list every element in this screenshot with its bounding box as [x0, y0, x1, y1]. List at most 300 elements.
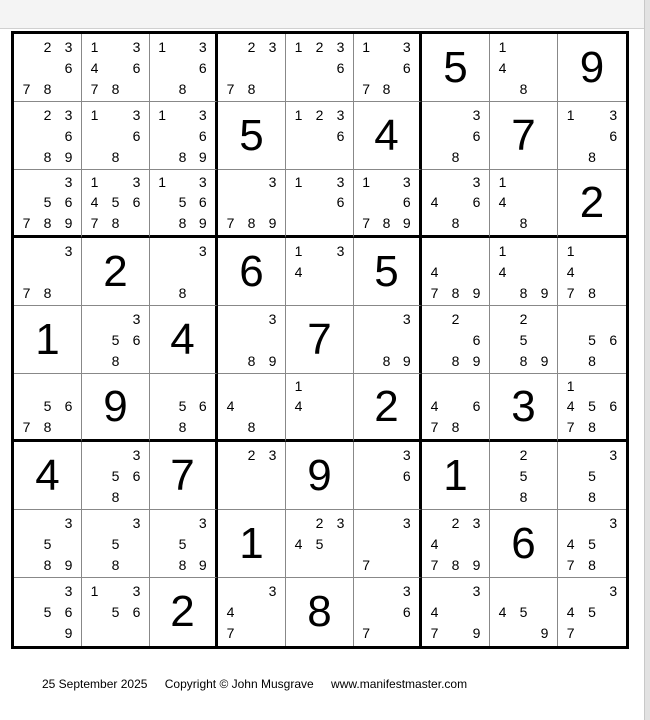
candidate-digit: 4	[430, 398, 439, 415]
candidate-digit: 6	[64, 398, 73, 415]
sudoku-cell[interactable]	[422, 374, 490, 442]
candidate-digit: 6	[64, 603, 73, 620]
candidate-digit: 1	[294, 378, 303, 395]
sudoku-cell[interactable]	[150, 374, 218, 442]
given-digit: 1	[443, 450, 468, 500]
candidate-digit: 9	[540, 625, 549, 642]
candidate-digit: 8	[111, 488, 120, 505]
sudoku-cell[interactable]	[218, 102, 286, 170]
candidate-digit: 6	[64, 194, 73, 211]
candidate-digit: 4	[566, 398, 575, 415]
footer-date: 25 September 2025	[42, 677, 148, 691]
sudoku-cell[interactable]	[82, 306, 150, 374]
candidate-notes	[84, 36, 147, 99]
given-digit: 3	[511, 381, 536, 431]
sudoku-cell[interactable]	[82, 170, 150, 238]
candidate-digit: 9	[472, 284, 481, 301]
candidate-digit: 8	[111, 214, 120, 231]
sudoku-cell[interactable]	[558, 238, 626, 306]
window-right-edge	[644, 0, 650, 720]
sudoku-cell[interactable]	[14, 238, 82, 306]
candidate-digit: 1	[294, 106, 303, 123]
candidate-digit: 8	[382, 80, 391, 97]
candidate-digit: 5	[588, 467, 596, 484]
candidate-notes	[560, 104, 624, 167]
candidate-digit: 3	[268, 174, 277, 191]
sudoku-cell[interactable]	[286, 578, 354, 646]
sudoku-cell[interactable]	[82, 442, 150, 510]
candidate-digit: 9	[198, 556, 207, 573]
candidate-digit: 3	[268, 582, 277, 599]
candidate-digit: 5	[519, 331, 528, 348]
candidate-digit: 1	[294, 38, 303, 55]
candidate-digit: 9	[64, 148, 73, 165]
candidate-notes	[492, 444, 555, 507]
sudoku-cell[interactable]	[14, 170, 82, 238]
candidate-notes	[84, 308, 147, 371]
sudoku-cell[interactable]	[422, 306, 490, 374]
candidate-digit: 7	[22, 284, 31, 301]
sudoku-cell[interactable]	[422, 170, 490, 238]
candidate-digit: 7	[566, 556, 575, 573]
candidate-digit: 5	[43, 398, 52, 415]
sudoku-cell[interactable]	[558, 170, 626, 238]
candidate-notes	[492, 580, 555, 644]
given-digit: 4	[374, 110, 399, 160]
candidate-notes	[16, 172, 79, 233]
candidate-digit: 6	[132, 603, 141, 620]
candidate-digit: 8	[178, 214, 187, 231]
sudoku-cell[interactable]	[422, 102, 490, 170]
candidate-notes	[220, 308, 283, 371]
candidate-notes	[356, 308, 417, 371]
candidate-notes	[356, 444, 417, 507]
candidate-digit: 9	[64, 625, 73, 642]
candidate-digit: 9	[540, 352, 549, 369]
sudoku-cell[interactable]	[354, 238, 422, 306]
sudoku-cell[interactable]	[150, 306, 218, 374]
candidate-digit: 6	[198, 194, 207, 211]
candidate-digit: 8	[451, 418, 460, 435]
candidate-digit: 8	[247, 214, 256, 231]
candidate-digit: 6	[609, 127, 618, 144]
candidate-digit: 7	[226, 80, 235, 97]
sudoku-cell[interactable]	[286, 102, 354, 170]
sudoku-cell[interactable]	[286, 442, 354, 510]
candidate-digit: 8	[519, 352, 528, 369]
candidate-digit: 7	[362, 214, 371, 231]
candidate-digit: 2	[247, 38, 256, 55]
candidate-digit: 3	[336, 242, 345, 259]
candidate-digit: 4	[498, 194, 507, 211]
candidate-digit: 4	[430, 263, 439, 280]
candidate-digit: 8	[588, 148, 596, 165]
candidate-notes	[560, 512, 624, 575]
candidate-digit: 1	[90, 582, 99, 599]
candidate-digit: 9	[268, 214, 277, 231]
candidate-notes	[16, 376, 79, 437]
sudoku-cell[interactable]	[14, 510, 82, 578]
candidate-digit: 7	[22, 214, 31, 231]
candidate-digit: 8	[519, 80, 528, 97]
candidate-notes	[356, 172, 417, 233]
candidate-digit: 6	[472, 127, 481, 144]
candidate-digit: 6	[336, 194, 345, 211]
candidate-digit: 9	[402, 352, 411, 369]
candidate-notes	[16, 580, 79, 644]
sudoku-cell[interactable]	[150, 170, 218, 238]
candidate-digit: 3	[132, 174, 141, 191]
candidate-digit: 1	[362, 174, 371, 191]
sudoku-cell[interactable]	[354, 578, 422, 646]
sudoku-cell[interactable]	[14, 578, 82, 646]
candidate-digit: 8	[43, 80, 52, 97]
candidate-digit: 8	[178, 418, 187, 435]
sudoku-cell[interactable]	[286, 306, 354, 374]
given-digit: 5	[239, 110, 264, 160]
candidate-digit: 5	[111, 331, 120, 348]
sudoku-cell[interactable]	[354, 306, 422, 374]
sudoku-cell[interactable]	[490, 102, 558, 170]
candidate-digit: 3	[402, 38, 411, 55]
candidate-digit: 4	[226, 398, 235, 415]
candidate-digit: 1	[566, 106, 575, 123]
candidate-notes	[424, 580, 487, 644]
candidate-digit: 4	[226, 603, 235, 620]
candidate-digit: 3	[198, 38, 207, 55]
sudoku-cell[interactable]	[422, 578, 490, 646]
candidate-digit: 3	[198, 242, 207, 259]
candidate-digit: 8	[43, 284, 52, 301]
sudoku-cell[interactable]	[422, 34, 490, 102]
candidate-digit: 1	[498, 174, 507, 191]
candidate-notes	[152, 376, 213, 437]
sudoku-cell[interactable]	[82, 102, 150, 170]
candidate-digit: 8	[451, 214, 460, 231]
candidate-notes	[84, 172, 147, 233]
sudoku-cell[interactable]	[558, 442, 626, 510]
sudoku-cell[interactable]	[354, 510, 422, 578]
sudoku-cell[interactable]	[558, 306, 626, 374]
candidate-digit: 1	[90, 174, 99, 191]
sudoku-board	[11, 31, 629, 649]
candidate-notes	[220, 444, 283, 507]
candidate-digit: 1	[90, 38, 99, 55]
candidate-digit: 7	[430, 556, 439, 573]
candidate-digit: 2	[315, 38, 324, 55]
candidate-digit: 8	[178, 80, 187, 97]
sudoku-cell[interactable]	[218, 374, 286, 442]
candidate-notes	[220, 172, 283, 233]
candidate-digit: 6	[132, 59, 141, 76]
candidate-digit: 9	[64, 556, 73, 573]
candidate-digit: 5	[519, 467, 528, 484]
sudoku-cell[interactable]	[150, 102, 218, 170]
candidate-digit: 3	[336, 514, 345, 531]
given-digit: 4	[170, 314, 195, 364]
sudoku-cell[interactable]	[218, 238, 286, 306]
candidate-digit: 9	[472, 352, 481, 369]
sudoku-cell[interactable]	[558, 578, 626, 646]
sudoku-cell[interactable]	[422, 442, 490, 510]
candidate-digit: 6	[472, 331, 481, 348]
candidate-notes	[152, 512, 213, 575]
candidate-notes	[288, 104, 351, 167]
sudoku-cell[interactable]	[218, 34, 286, 102]
candidate-digit: 4	[294, 263, 303, 280]
candidate-digit: 5	[588, 603, 596, 620]
candidate-digit: 8	[43, 148, 52, 165]
candidate-digit: 6	[402, 603, 411, 620]
sudoku-cell[interactable]	[14, 306, 82, 374]
candidate-notes	[288, 376, 351, 437]
sudoku-cell[interactable]	[82, 578, 150, 646]
sudoku-cell[interactable]	[354, 170, 422, 238]
candidate-notes	[424, 172, 487, 233]
sudoku-cell[interactable]	[82, 238, 150, 306]
given-digit: 5	[374, 246, 399, 296]
candidate-digit: 3	[132, 446, 141, 463]
sudoku-cell[interactable]	[490, 170, 558, 238]
candidate-digit: 6	[198, 59, 207, 76]
candidate-notes	[424, 240, 487, 303]
candidate-digit: 6	[402, 59, 411, 76]
candidate-digit: 3	[402, 174, 411, 191]
sudoku-cell[interactable]	[354, 34, 422, 102]
given-digit: 4	[35, 450, 60, 500]
sudoku-cell[interactable]	[82, 374, 150, 442]
sudoku-cell[interactable]	[286, 34, 354, 102]
window-top-bar	[0, 0, 650, 29]
candidate-notes	[356, 36, 417, 99]
candidate-notes	[16, 512, 79, 575]
candidate-digit: 3	[609, 446, 618, 463]
given-digit: 9	[307, 450, 332, 500]
given-digit: 2	[579, 177, 605, 227]
candidate-digit: 5	[111, 603, 120, 620]
candidate-digit: 3	[198, 174, 207, 191]
candidate-digit: 5	[43, 603, 52, 620]
candidate-digit: 7	[566, 284, 575, 301]
given-digit: 7	[307, 314, 332, 364]
footer-website[interactable]: www.manifestmaster.com	[331, 677, 468, 691]
sudoku-cell[interactable]	[218, 578, 286, 646]
candidate-digit: 8	[451, 352, 460, 369]
candidate-digit: 3	[336, 106, 345, 123]
candidate-notes	[84, 512, 147, 575]
sudoku-cell[interactable]	[218, 442, 286, 510]
candidate-notes	[288, 172, 351, 233]
candidate-digit: 5	[588, 398, 596, 415]
candidate-notes	[492, 172, 555, 233]
given-digit: 2	[374, 381, 399, 431]
sudoku-cell[interactable]	[490, 34, 558, 102]
candidate-digit: 3	[64, 174, 73, 191]
candidate-digit: 3	[132, 38, 141, 55]
candidate-digit: 5	[178, 398, 187, 415]
candidate-digit: 7	[362, 556, 371, 573]
candidate-digit: 2	[315, 514, 324, 531]
sudoku-cell[interactable]	[14, 34, 82, 102]
candidate-digit: 6	[609, 331, 618, 348]
candidate-digit: 8	[588, 418, 596, 435]
candidate-digit: 3	[132, 106, 141, 123]
candidate-digit: 9	[64, 214, 73, 231]
sudoku-cell[interactable]	[150, 238, 218, 306]
candidate-digit: 3	[402, 514, 411, 531]
sudoku-cell[interactable]	[82, 34, 150, 102]
candidate-digit: 3	[472, 174, 481, 191]
sudoku-cell[interactable]	[490, 238, 558, 306]
sudoku-cell[interactable]	[218, 306, 286, 374]
given-digit: 9	[103, 381, 128, 431]
footer	[42, 677, 481, 691]
candidate-digit: 3	[472, 514, 481, 531]
candidate-notes	[492, 36, 555, 99]
given-digit: 7	[170, 450, 195, 500]
candidate-digit: 7	[566, 418, 575, 435]
candidate-digit: 4	[498, 263, 507, 280]
candidate-digit: 2	[519, 310, 528, 327]
candidate-digit: 3	[402, 582, 411, 599]
sudoku-cell[interactable]	[218, 170, 286, 238]
candidate-digit: 6	[64, 127, 73, 144]
candidate-digit: 7	[566, 625, 575, 642]
candidate-digit: 6	[472, 398, 481, 415]
candidate-digit: 4	[566, 603, 575, 620]
candidate-digit: 8	[43, 214, 52, 231]
sudoku-cell[interactable]	[354, 374, 422, 442]
given-digit: 8	[307, 587, 332, 636]
sudoku-cell[interactable]	[490, 442, 558, 510]
sudoku-cell[interactable]	[354, 442, 422, 510]
sudoku-cell[interactable]	[82, 510, 150, 578]
sudoku-cell[interactable]	[14, 102, 82, 170]
candidate-digit: 9	[540, 284, 549, 301]
sudoku-cell[interactable]	[14, 442, 82, 510]
candidate-digit: 8	[111, 352, 120, 369]
candidate-digit: 3	[132, 514, 141, 531]
candidate-notes	[152, 172, 213, 233]
candidate-digit: 5	[43, 194, 52, 211]
candidate-digit: 1	[498, 242, 507, 259]
candidate-digit: 1	[566, 378, 575, 395]
candidate-digit: 7	[430, 418, 439, 435]
candidate-notes	[356, 580, 417, 644]
candidate-digit: 1	[498, 38, 507, 55]
candidate-digit: 5	[111, 535, 120, 552]
candidate-digit: 4	[498, 603, 507, 620]
sudoku-cell[interactable]	[490, 306, 558, 374]
candidate-digit: 2	[315, 106, 324, 123]
candidate-notes	[84, 104, 147, 167]
candidate-notes	[492, 240, 555, 303]
candidate-digit: 7	[362, 625, 371, 642]
candidate-digit: 2	[247, 446, 256, 463]
candidate-digit: 3	[132, 310, 141, 327]
candidate-digit: 8	[588, 284, 596, 301]
sudoku-cell[interactable]	[558, 374, 626, 442]
candidate-digit: 3	[64, 582, 73, 599]
candidate-digit: 2	[43, 38, 52, 55]
sudoku-cell[interactable]	[422, 238, 490, 306]
candidate-digit: 8	[451, 148, 460, 165]
sudoku-cell[interactable]	[558, 34, 626, 102]
candidate-notes	[492, 308, 555, 371]
candidate-digit: 7	[90, 80, 99, 97]
candidate-digit: 4	[294, 535, 303, 552]
candidate-digit: 2	[43, 106, 52, 123]
candidate-digit: 3	[64, 106, 73, 123]
sudoku-cell[interactable]	[150, 578, 218, 646]
candidate-notes	[424, 308, 487, 371]
candidate-notes	[152, 104, 213, 167]
sudoku-cell[interactable]	[558, 510, 626, 578]
sudoku-cell[interactable]	[286, 238, 354, 306]
candidate-digit: 4	[430, 603, 439, 620]
sudoku-cell[interactable]	[558, 102, 626, 170]
candidate-digit: 8	[178, 556, 187, 573]
candidate-digit: 7	[226, 625, 235, 642]
sudoku-cell[interactable]	[286, 510, 354, 578]
candidate-digit: 3	[402, 310, 411, 327]
candidate-notes	[560, 376, 624, 437]
sudoku-cell[interactable]	[490, 578, 558, 646]
candidate-digit: 5	[588, 331, 596, 348]
sudoku-cell[interactable]	[286, 374, 354, 442]
candidate-digit: 5	[178, 535, 187, 552]
sudoku-cell[interactable]	[422, 510, 490, 578]
sudoku-cell[interactable]	[218, 510, 286, 578]
sudoku-cell[interactable]	[14, 374, 82, 442]
candidate-digit: 9	[472, 556, 481, 573]
candidate-notes	[16, 240, 79, 303]
candidate-digit: 8	[247, 352, 256, 369]
given-digit: 2	[103, 246, 128, 296]
sudoku-cell[interactable]	[490, 374, 558, 442]
candidate-digit: 7	[90, 214, 99, 231]
sudoku-cell[interactable]	[150, 510, 218, 578]
candidate-notes	[424, 512, 487, 575]
candidate-digit: 1	[158, 38, 167, 55]
candidate-notes	[288, 240, 351, 303]
candidate-digit: 8	[519, 488, 528, 505]
sudoku-cell[interactable]	[490, 510, 558, 578]
candidate-notes	[152, 36, 213, 99]
candidate-notes	[152, 240, 213, 303]
candidate-digit: 2	[519, 446, 528, 463]
sudoku-cell[interactable]	[286, 170, 354, 238]
candidate-notes	[560, 580, 624, 644]
candidate-notes	[84, 444, 147, 507]
candidate-digit: 4	[566, 535, 575, 552]
candidate-digit: 5	[111, 194, 120, 211]
candidate-notes	[560, 308, 624, 371]
sudoku-cell[interactable]	[354, 102, 422, 170]
sudoku-cell[interactable]	[150, 34, 218, 102]
sudoku-cell[interactable]	[150, 442, 218, 510]
candidate-digit: 6	[64, 59, 73, 76]
candidate-digit: 8	[247, 418, 256, 435]
candidate-digit: 5	[178, 194, 187, 211]
candidate-digit: 9	[268, 352, 277, 369]
candidate-digit: 3	[609, 582, 618, 599]
candidate-digit: 3	[609, 106, 618, 123]
candidate-digit: 7	[430, 284, 439, 301]
candidate-digit: 1	[566, 242, 575, 259]
candidate-digit: 7	[430, 625, 439, 642]
candidate-notes	[356, 512, 417, 575]
